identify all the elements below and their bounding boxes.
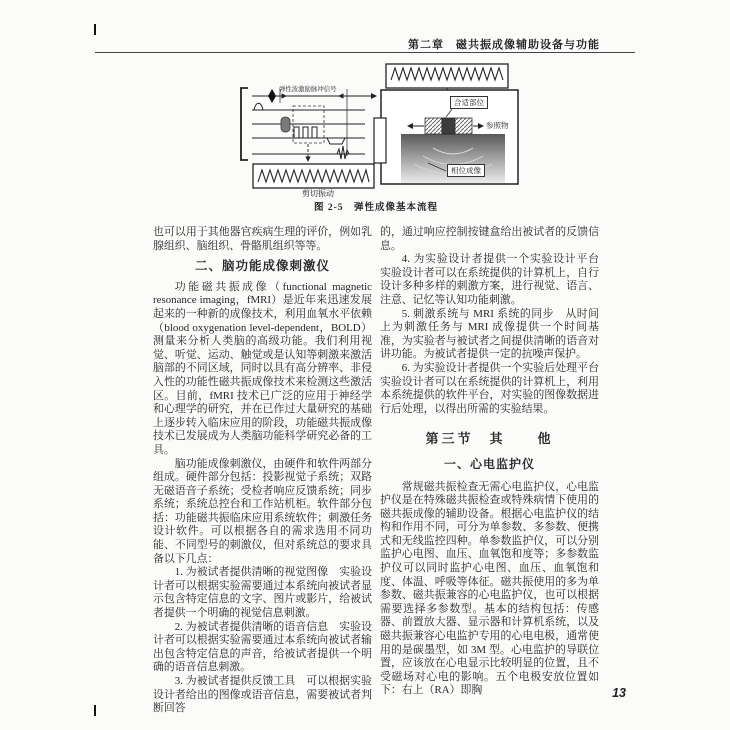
label-reference: 参照物 xyxy=(486,121,509,130)
page-number: 13 xyxy=(612,686,626,700)
elastography-diagram-graphic xyxy=(228,60,528,200)
label-phase-imaging: 相位成像 xyxy=(447,164,485,177)
paragraph: 常规磁共振检查无需心电监护仪，心电监护仪是在特殊磁共振检查或特殊病情下使用的磁共振成像的辅助设备。根据心电监护仪的结构和作用不同，可分为单参数、多参数、便携式和无线监控四种。单参数监护仪，可以分别监护心电图、血压、血氧饱和度等；多参数监护仪可以同时监护心电图、血压、血氧饱和度、体温、呼吸等体征。磁共振使用的多为单参数、磁共振兼容的心电监护仪，也可以根据需要选择多参数型。基本的结构包括：传感器、前置放大器、显示器和计算机系统，以及磁共振兼容心电监护专用的心电电极，通常使用的是碳墨型，如 3M 型。心电监护的导联位置，应该放在心电显示比较明显的位置，且不受磁场对心电的影响。五个电极安放位置如下：右上（RA）即胸 xyxy=(380,480,599,697)
text-columns xyxy=(153,226,610,716)
header-rule xyxy=(95,52,635,53)
paragraph: 功能磁共振成像（functional magnetic resonance imaging，fMRI）是近年来迅速发展起来的一种新的成像技术，利用血氧水平依赖（blood oxygenation level-dependent，BOLD）测量来分析人类脑的高级功能。我们利用视觉、听觉、运动、触觉或是认知等刺激来激活脑部的不同区域，同时以具有高分辨率、非侵入性的功能性磁共振成像技术来检测这些激活区。目前，fMRI 技术已广泛的应用于神经学和心理学的研究，并在已作过大量研究的基础上逐步转入临床应用的阶段，功能磁共振成像技术已发展成为人类脑功能科学研究必备的工具。 xyxy=(153,280,372,456)
crop-mark-bottom xyxy=(94,705,96,716)
figure-diagram xyxy=(228,60,528,200)
page-header: 第二章 磁共振成像辅助设备与功能 xyxy=(408,39,600,51)
paragraph: 1. 为被试者提供清晰的视觉图像 实验设计者可以根据实验需要通过本系统向被试者显示包含特定信息的文字、图片或影片，给被试者提供一个明确的视觉信息刺激。 xyxy=(153,566,372,620)
paragraph: 脑功能成像刺激仪，由硬件和软件两部分组成。硬件部分包括：投影视觉子系统；双路无磁语音子系统；受检者响应反馈系统；同步系统；系统总控台和工作站机柜。软件部分包括：功能磁共振临床应用系统软件；刺激任务设计软件。可以根据各自的需求选用不同功能、不同型号的刺激仪，但对系统总的要求具备以下几点： xyxy=(153,457,372,565)
paragraph: 2. 为被试者提供清晰的语音信息 实验设计者可以根据实验需要通过本系统向被试者输出包含特定信息的声音，给被试者提供一个明确的语音信息刺激。 xyxy=(153,620,372,674)
paragraph: 的，通过响应控制按键盒给出被试者的反馈信息。 xyxy=(380,226,599,252)
paragraph: 5. 刺激系统与 MRI 系统的同步 从时间上为刺激任务与 MRI 成像提供一个时间基准，为实验者与被试者之间提供清晰的语音对讲功能。为被试者提供一定的抗噪声保护。 xyxy=(380,307,599,361)
paragraph: 3. 为被试者提供反馈工具 可以根据实验设计者给出的图像或语音信息，需要被试者判断回答 xyxy=(153,675,372,715)
crop-mark-top xyxy=(94,24,96,35)
label-shear-vibration: 剪切振动 xyxy=(302,189,334,198)
paragraph: 也可以用于其他器官疾病生理的评价，例如乳腺组织、脑组织、骨骼肌组织等等。 xyxy=(153,226,372,252)
figure-caption: 图 2-5 弹性成像基本流程 xyxy=(313,203,439,213)
heading-section-other: 第三节 其 他 xyxy=(425,431,554,447)
label-target-site: 合适部位 xyxy=(450,96,488,109)
right-column xyxy=(380,226,610,716)
left-column xyxy=(153,226,372,716)
heading-brain-stimulator: 二、脑功能成像刺激仪 xyxy=(194,259,330,274)
paragraph: 4. 为实验设计者提供一个实验设计平台 实验设计者可以在系统提供的计算机上，自行设计多种多样的刺激方案，进行视觉、语言、注意、记忆等认知功能刺激。 xyxy=(380,253,610,306)
heading-ecg-monitor: 一、心电监护仪 xyxy=(443,456,535,471)
label-trigger-signal: 弹性波激励脉冲信号 xyxy=(279,86,337,93)
paragraph: 6. 为实验设计者提供一个实验后处理平台 实验设计者可以在系统提供的计算机上，利用本系统提供的软件平台，对实验的图像数据进行后处理，以得出所需的实验结果。 xyxy=(380,361,610,415)
